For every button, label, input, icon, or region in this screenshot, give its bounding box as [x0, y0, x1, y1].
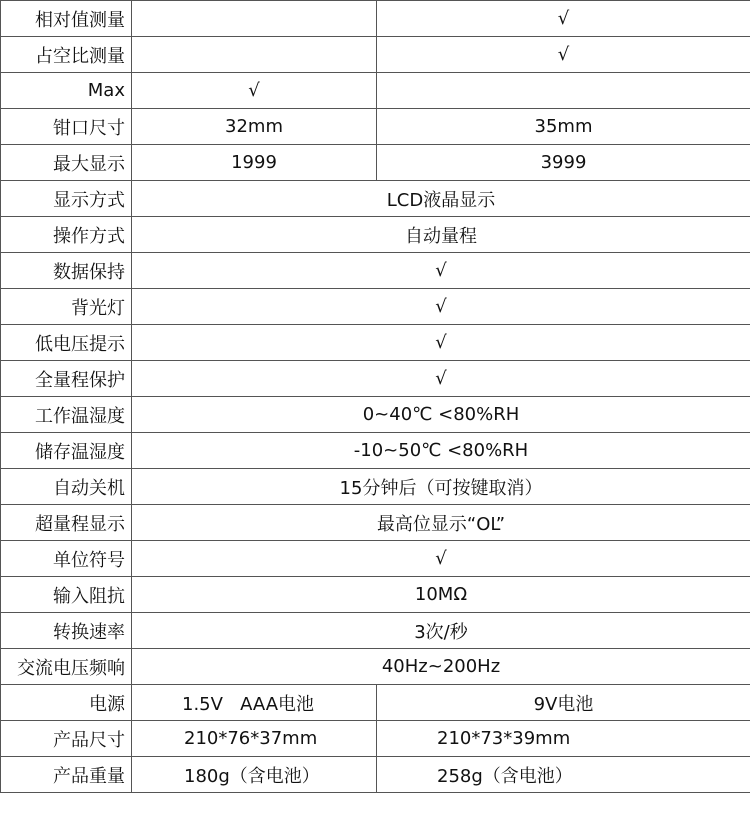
model-a-value: √	[132, 73, 377, 109]
shared-value: 自动量程	[132, 217, 750, 253]
model-a-value: 180g（含电池）	[132, 757, 377, 793]
shared-value: 40Hz~200Hz	[132, 649, 750, 685]
row-label: 操作方式	[1, 217, 132, 253]
shared-value: √	[132, 289, 750, 325]
table-row	[1, 469, 750, 505]
model-b-value: 210*73*39mm	[377, 721, 750, 757]
table-row	[1, 37, 750, 73]
table-row	[1, 541, 750, 577]
shared-value: 10MΩ	[132, 577, 750, 613]
shared-value: 0~40℃ <80%RH	[132, 397, 750, 433]
table-row	[1, 145, 750, 181]
row-label: 输入阻抗	[1, 577, 132, 613]
model-a-value: 1999	[132, 145, 377, 181]
shared-value: 最高位显示“OL”	[132, 505, 750, 541]
row-label: 数据保持	[1, 253, 132, 289]
table-row	[1, 361, 750, 397]
model-a-value: 1.5V AAA电池	[132, 685, 377, 721]
table-row	[1, 757, 750, 793]
table-row	[1, 109, 750, 145]
table-row	[1, 433, 750, 469]
table-row	[1, 181, 750, 217]
table-row	[1, 325, 750, 361]
table-row	[1, 721, 750, 757]
row-label: 全量程保护	[1, 361, 132, 397]
row-label: 单位符号	[1, 541, 132, 577]
row-label: 相对值测量	[1, 1, 132, 37]
shared-value: LCD液晶显示	[132, 181, 750, 217]
model-a-value: 210*76*37mm	[132, 721, 377, 757]
row-label: 钳口尺寸	[1, 109, 132, 145]
model-a-value: 32mm	[132, 109, 377, 145]
row-label: 超量程显示	[1, 505, 132, 541]
model-b-value	[377, 73, 750, 109]
table-row	[1, 397, 750, 433]
shared-value: -10~50℃ <80%RH	[132, 433, 750, 469]
table-row	[1, 613, 750, 649]
model-b-value: √	[377, 1, 750, 37]
table-row	[1, 253, 750, 289]
shared-value: 3次/秒	[132, 613, 750, 649]
model-a-value	[132, 37, 377, 73]
table-row	[1, 685, 750, 721]
row-label: 低电压提示	[1, 325, 132, 361]
shared-value: √	[132, 325, 750, 361]
model-b-value: 258g（含电池）	[377, 757, 750, 793]
model-b-value: 9V电池	[377, 685, 750, 721]
shared-value: √	[132, 253, 750, 289]
row-label: 显示方式	[1, 181, 132, 217]
row-label: 工作温湿度	[1, 397, 132, 433]
row-label: 转换速率	[1, 613, 132, 649]
table-row	[1, 289, 750, 325]
row-label: 产品重量	[1, 757, 132, 793]
model-a-value	[132, 1, 377, 37]
row-label: 占空比测量	[1, 37, 132, 73]
shared-value: 15分钟后（可按键取消）	[132, 469, 750, 505]
table-row	[1, 73, 750, 109]
row-label: 储存温湿度	[1, 433, 132, 469]
model-b-value: 35mm	[377, 109, 750, 145]
row-label: 产品尺寸	[1, 721, 132, 757]
model-b-value: √	[377, 37, 750, 73]
table-row	[1, 577, 750, 613]
row-label: 交流电压频响	[1, 649, 132, 685]
model-b-value: 3999	[377, 145, 750, 181]
table-row	[1, 1, 750, 37]
row-label: 最大显示	[1, 145, 132, 181]
table-row	[1, 505, 750, 541]
table-row	[1, 649, 750, 685]
row-label: 电源	[1, 685, 132, 721]
row-label: 背光灯	[1, 289, 132, 325]
shared-value: √	[132, 541, 750, 577]
row-label: 自动关机	[1, 469, 132, 505]
table-row	[1, 217, 750, 253]
row-label: Max	[1, 73, 132, 109]
shared-value: √	[132, 361, 750, 397]
